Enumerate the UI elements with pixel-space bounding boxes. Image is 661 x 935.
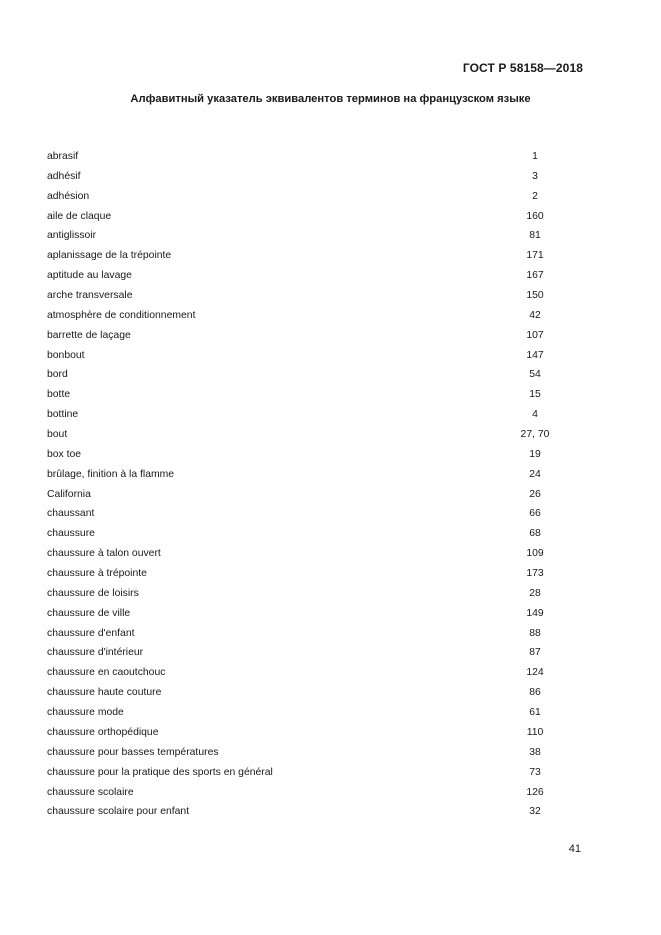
index-entry <box>47 465 541 485</box>
index-term: chaussure d'intérieur <box>47 647 144 659</box>
index-term: chaussure en caoutchouc <box>47 667 166 679</box>
index-term-number: 42 <box>529 309 541 321</box>
index-term-number: 3 <box>532 170 538 182</box>
index-term: chaussure scolaire <box>47 786 134 798</box>
index-entry <box>47 643 541 663</box>
index-term-number: 4 <box>532 409 538 421</box>
index-term-number: 26 <box>529 488 541 500</box>
index-entry <box>47 763 541 783</box>
index-term-number: 61 <box>529 707 541 719</box>
index-term: chaussure orthopédique <box>47 726 159 738</box>
index-term: chaussure de loisirs <box>47 587 139 599</box>
index-entry <box>47 783 544 803</box>
index-term-number: 126 <box>526 786 544 798</box>
index-term: chaussure <box>47 528 95 540</box>
index-term: chaussure pour la pratique des sports en général <box>47 766 273 778</box>
index-term-number: 73 <box>529 766 541 778</box>
index-entry <box>47 544 544 564</box>
index-entry <box>47 187 537 207</box>
index-term-number: 167 <box>526 270 544 282</box>
index-entry <box>47 405 537 425</box>
index-term-number: 2 <box>532 190 538 202</box>
index-entry <box>47 524 541 544</box>
index-term: chaussure de ville <box>47 607 131 619</box>
index-entry <box>47 425 550 445</box>
index-entry <box>47 326 544 346</box>
index-term-number: 110 <box>526 726 544 738</box>
index-term: aptitude au lavage <box>47 270 132 282</box>
index-term: bout <box>47 429 68 441</box>
index-term-number: 107 <box>526 329 544 341</box>
page-title: Алфавитный указатель эквивалентов терминов на французском языке <box>130 93 531 105</box>
index-term-number: 27, 70 <box>520 429 550 441</box>
index-term: chaussure d'enfant <box>47 627 135 639</box>
index-term: chaussure à talon ouvert <box>47 548 161 560</box>
index-entry <box>47 365 541 385</box>
index-term: abrasif <box>47 151 79 162</box>
index-term-number: 160 <box>526 210 544 222</box>
index-entry <box>47 306 541 326</box>
index-term-number: 109 <box>526 548 544 560</box>
index-term-number: 147 <box>526 349 544 361</box>
index-term: arche transversale <box>47 290 133 302</box>
index-term: adhésion <box>47 190 90 202</box>
index-term-number: 88 <box>529 627 541 639</box>
index-term: aile de claque <box>47 210 112 222</box>
index-term-number: 15 <box>529 389 541 401</box>
index-entry <box>47 286 544 306</box>
index-list <box>47 147 550 822</box>
index-term-number: 32 <box>529 806 541 818</box>
index-entry <box>47 663 544 683</box>
index-entry <box>47 445 541 465</box>
index-term: chaussure haute couture <box>47 687 162 699</box>
page-number: 41 <box>568 843 581 855</box>
index-entry <box>47 584 541 604</box>
index-term-number: 124 <box>526 667 544 679</box>
index-term: adhésif <box>47 170 81 182</box>
index-entry <box>47 346 544 366</box>
index-term: chaussure mode <box>47 707 124 719</box>
index-term: atmosphère de conditionnement <box>47 309 196 321</box>
index-entry <box>47 604 544 624</box>
index-term: bord <box>47 369 68 381</box>
index-entry <box>47 147 537 167</box>
index-term: chaussant <box>47 508 95 520</box>
index-term: barrette de laçage <box>47 329 131 341</box>
index-term: bonbout <box>47 349 85 361</box>
index-entry <box>47 624 541 644</box>
index-term-number: 54 <box>529 369 541 381</box>
index-entry <box>47 723 544 743</box>
index-entry <box>47 683 541 703</box>
index-term: California <box>47 488 91 500</box>
index-entry <box>47 504 541 524</box>
index-term: antiglissoir <box>47 230 97 242</box>
index-term-number: 28 <box>529 587 541 599</box>
index-entry <box>47 226 541 246</box>
index-entry <box>47 564 544 584</box>
index-term-number: 19 <box>529 448 541 460</box>
index-term: bottine <box>47 409 79 421</box>
index-entry <box>47 207 544 227</box>
index-term-number: 1 <box>532 151 538 162</box>
index-term: chaussure scolaire pour enfant <box>47 806 190 818</box>
index-term-number: 86 <box>529 687 541 699</box>
index-entry <box>47 266 544 286</box>
index-term-number: 68 <box>529 528 541 540</box>
index-term: brûlage, finition à la flamme <box>47 468 175 480</box>
index-term-number: 149 <box>526 607 544 619</box>
index-term-number: 150 <box>526 290 544 302</box>
document-code: ГОСТ Р 58158—2018 <box>462 61 583 75</box>
index-entry <box>47 802 541 822</box>
index-term: box toe <box>47 448 82 460</box>
index-entry <box>47 703 541 723</box>
index-term: aplanissage de la trépointe <box>47 250 172 262</box>
index-term-number: 87 <box>529 647 541 659</box>
index-entry <box>47 743 541 763</box>
index-term: chaussure à trépointe <box>47 568 147 580</box>
index-term-number: 81 <box>529 230 541 242</box>
index-entry <box>47 167 537 187</box>
index-term: chaussure pour basses températures <box>47 746 219 758</box>
index-term-number: 171 <box>526 250 544 262</box>
index-entry <box>47 385 541 405</box>
index-term-number: 38 <box>529 746 541 758</box>
index-term: botte <box>47 389 71 401</box>
index-term-number: 24 <box>529 468 541 480</box>
index-term-number: 173 <box>526 568 544 580</box>
index-term-number: 66 <box>529 508 541 520</box>
index-entry <box>47 246 544 266</box>
index-entry <box>47 485 541 505</box>
